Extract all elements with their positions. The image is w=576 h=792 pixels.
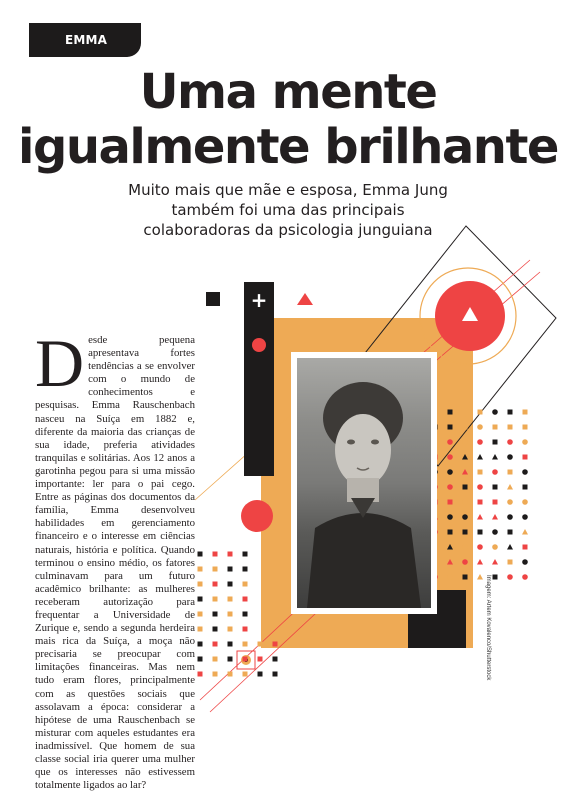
grid-mark bbox=[447, 454, 453, 460]
grid-mark bbox=[273, 672, 278, 677]
grid-mark bbox=[228, 642, 233, 647]
grid-mark bbox=[447, 574, 453, 580]
grid-mark bbox=[462, 544, 468, 550]
grid-mark bbox=[213, 552, 218, 557]
plus-icon: + bbox=[250, 288, 268, 312]
grid-mark bbox=[228, 582, 233, 587]
grid-mark bbox=[448, 425, 453, 430]
grid-mark bbox=[448, 410, 453, 415]
grid-mark bbox=[198, 672, 203, 677]
grid-mark bbox=[522, 499, 528, 505]
drop-cap: D bbox=[35, 325, 85, 401]
grid-mark bbox=[258, 642, 263, 647]
page-title-line-1: Uma mente bbox=[139, 64, 437, 120]
grid-mark bbox=[462, 439, 468, 445]
grid-mark bbox=[523, 545, 528, 550]
grid-mark bbox=[523, 425, 528, 430]
grid-mark bbox=[228, 552, 233, 557]
grid-mark bbox=[507, 499, 513, 505]
grid-mark bbox=[258, 672, 263, 677]
grid-mark bbox=[448, 500, 453, 505]
section-tag: EMMA JUNG bbox=[29, 23, 141, 57]
grid-mark bbox=[447, 484, 453, 490]
grid-mark bbox=[463, 530, 468, 535]
grid-mark bbox=[493, 575, 498, 580]
grid-mark bbox=[198, 627, 203, 632]
grid-mark bbox=[508, 425, 513, 430]
grid-mark bbox=[508, 560, 513, 565]
grid-mark bbox=[213, 582, 218, 587]
grid-mark bbox=[198, 657, 203, 662]
grid-mark bbox=[508, 470, 513, 475]
grid-mark bbox=[447, 469, 453, 475]
grid-mark bbox=[478, 410, 483, 415]
grid-mark bbox=[213, 597, 218, 602]
grid-mark bbox=[243, 627, 248, 632]
grid-mark bbox=[507, 544, 513, 550]
black-square bbox=[206, 292, 220, 306]
grid-mark bbox=[522, 469, 528, 475]
grid-mark bbox=[507, 484, 513, 490]
grid-mark bbox=[478, 500, 483, 505]
grid-mark bbox=[523, 410, 528, 415]
grid-mark bbox=[243, 642, 248, 647]
grid-mark bbox=[243, 567, 248, 572]
grid-mark bbox=[508, 530, 513, 535]
grid-mark bbox=[463, 410, 468, 415]
grid-mark bbox=[477, 484, 483, 490]
grid-mark bbox=[492, 514, 498, 520]
grid-mark bbox=[523, 485, 528, 490]
grid-mark bbox=[522, 559, 528, 565]
grid-mark bbox=[273, 642, 278, 647]
grid-mark bbox=[213, 567, 218, 572]
grid-mark bbox=[507, 574, 513, 580]
grid-mark bbox=[493, 440, 498, 445]
grid-mark bbox=[477, 544, 483, 550]
grid-mark bbox=[492, 454, 498, 460]
grid-mark bbox=[243, 597, 248, 602]
grid-mark bbox=[478, 470, 483, 475]
grid-mark bbox=[198, 567, 203, 572]
grid-mark bbox=[523, 455, 528, 460]
grid-mark bbox=[463, 575, 468, 580]
article-body bbox=[35, 325, 195, 792]
grid-mark bbox=[213, 672, 218, 677]
grid-mark bbox=[243, 582, 248, 587]
grid-mark bbox=[477, 574, 483, 580]
grid-mark bbox=[258, 657, 263, 662]
grid-mark bbox=[228, 627, 233, 632]
grid-mark bbox=[228, 597, 233, 602]
grid-mark bbox=[493, 500, 498, 505]
grid-mark bbox=[228, 672, 233, 677]
grid-mark bbox=[507, 514, 513, 520]
grid-mark bbox=[522, 439, 528, 445]
red-circle-small bbox=[241, 500, 273, 532]
grid-mark bbox=[508, 410, 513, 415]
grid-mark bbox=[243, 552, 248, 557]
grid-mark bbox=[448, 530, 453, 535]
grid-mark bbox=[477, 559, 483, 565]
grid-mark bbox=[228, 612, 233, 617]
portrait-photo bbox=[291, 352, 437, 614]
grid-mark bbox=[213, 612, 218, 617]
article-text: esde pequena apresentava fortes tendências a se envolver com o mundo de conhecimentos e pesquisas. Emma Rauschenbach nasceu na Suíça em 1882 e, diferente da maioria das crianças de sua idade, preferia atividades tranquilas e solitárias. Aos 12 anos a garotinha pegou para si uma missão importante: ler para o pai cego. Entre as páginas dos documentos da família, Emma desenvolveu habilidades em gerenciamento financeiro e o interesse em ciências naturais, história e política. Quando terminou o ensino médio, os fatores culminavam para um futuro acadêmico brilhante: as mulheres receberam autorização para frequentar a Universidade de Zurique e, sendo a segunda herdeira mais rica da Suíça, a moça não precisaria se preocupar com limitações financeiras. Mas nem tudo eram flores, principalmente com as questões sociais que assolavam a época: considerar a hipótese de uma Rauschenbach se misturar com aqueles estudantes era inadmissível. Que homem de sua classe social iria querer uma mulher que os interesses não estivessem totalmente ligados ao lar? bbox=[35, 334, 195, 792]
grid-mark bbox=[198, 552, 203, 557]
grid-mark bbox=[477, 424, 483, 430]
grid-mark bbox=[507, 439, 513, 445]
image-credit: Imagem: Artem Kovalenco/Shutterstock bbox=[485, 575, 491, 681]
red-triangle bbox=[297, 293, 313, 305]
grid-mark bbox=[477, 439, 483, 445]
grid-mark bbox=[522, 529, 528, 535]
grid-mark bbox=[522, 574, 528, 580]
grid-mark bbox=[477, 514, 483, 520]
subtitle: Muito mais que mãe e esposa, Emma Jung também foi uma das principais colaboradoras da psicologia junguiana bbox=[128, 181, 448, 239]
page-title-line-2: igualmente brilhante bbox=[18, 119, 558, 175]
grid-mark bbox=[462, 499, 468, 505]
grid-mark bbox=[462, 559, 468, 565]
grid-mark bbox=[463, 425, 468, 430]
grid-mark bbox=[228, 567, 233, 572]
grid-mark bbox=[492, 469, 498, 475]
red-dot bbox=[252, 338, 266, 352]
grid-mark bbox=[493, 485, 498, 490]
grid-mark bbox=[477, 454, 483, 460]
grid-mark bbox=[213, 627, 218, 632]
grid-mark bbox=[492, 409, 498, 415]
grid-mark bbox=[198, 642, 203, 647]
grid-mark bbox=[507, 454, 513, 460]
grid-mark bbox=[243, 657, 248, 662]
grid-mark bbox=[198, 582, 203, 587]
grid-mark bbox=[522, 514, 528, 520]
grid-mark bbox=[463, 485, 468, 490]
grid-mark bbox=[273, 657, 278, 662]
grid-mark bbox=[447, 439, 453, 445]
grid-mark bbox=[213, 657, 218, 662]
grid-mark bbox=[447, 514, 453, 520]
grid-mark bbox=[198, 597, 203, 602]
grid-mark bbox=[213, 642, 218, 647]
grid-mark bbox=[492, 529, 498, 535]
grid-mark bbox=[478, 530, 483, 535]
grid-mark bbox=[493, 425, 498, 430]
grid-mark bbox=[492, 544, 498, 550]
grid-mark bbox=[492, 559, 498, 565]
grid-mark bbox=[243, 612, 248, 617]
grid-mark bbox=[228, 657, 233, 662]
grid-mark bbox=[198, 612, 203, 617]
grid-mark bbox=[462, 514, 468, 520]
grid-mark bbox=[243, 672, 248, 677]
portrait-image bbox=[297, 358, 431, 608]
